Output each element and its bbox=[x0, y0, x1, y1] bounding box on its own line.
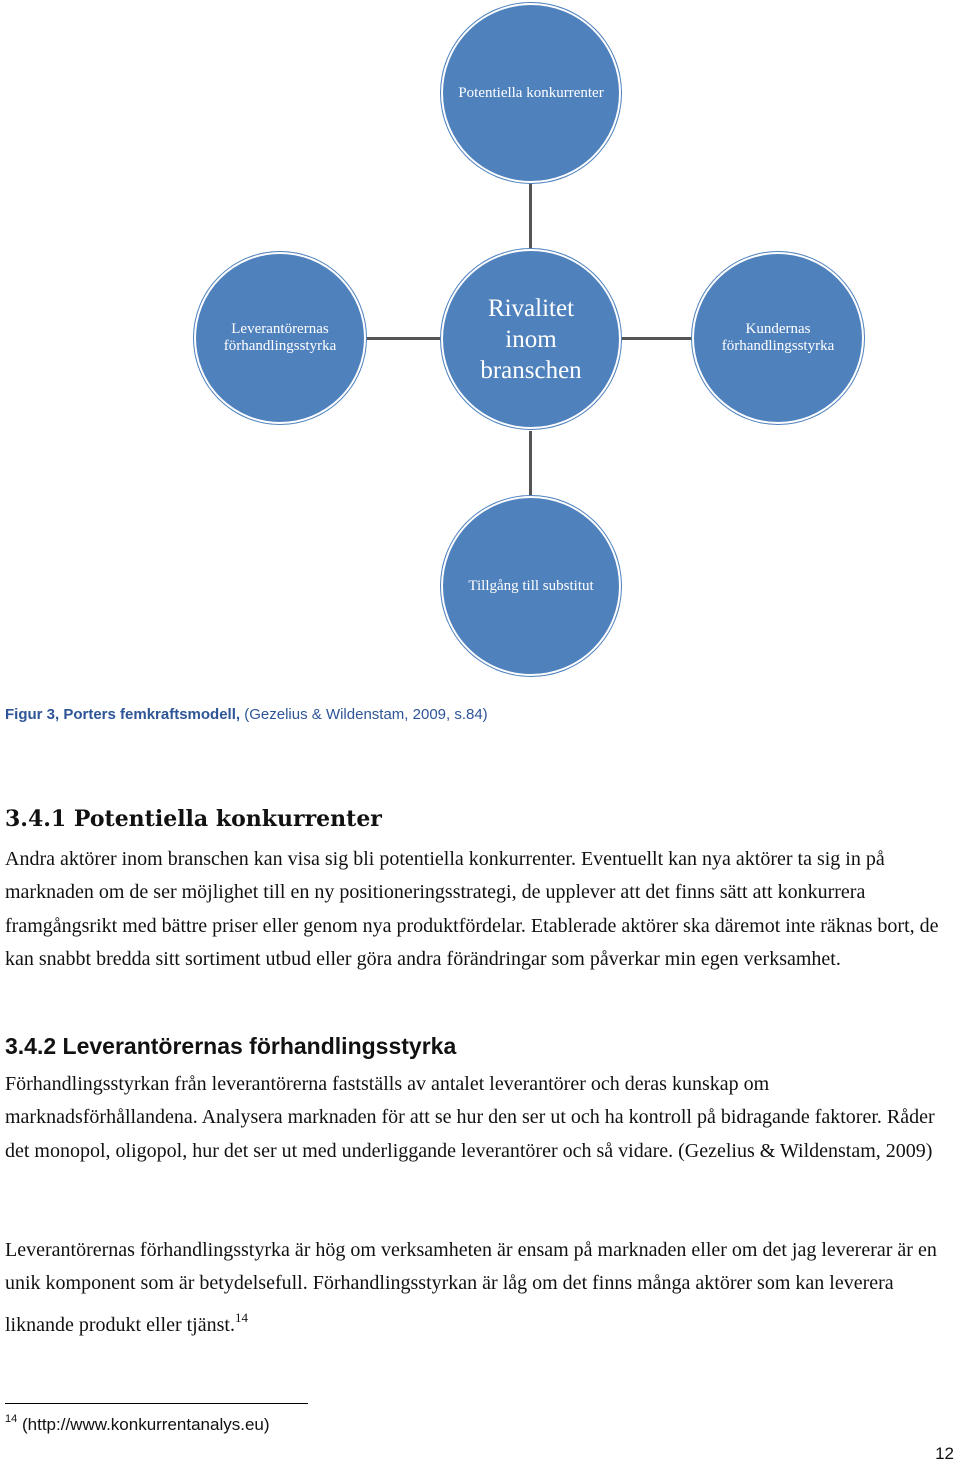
footnote-number: 14 bbox=[5, 1413, 18, 1425]
section-heading-leverantorernas-forhandlingsstyrka: 3.4.2 Leverantörernas förhandlingsstyrka bbox=[5, 1033, 457, 1059]
section-paragraph-leverantorer-2 bbox=[5, 1234, 957, 1342]
section-paragraph-leverantorer-1: Förhandlingsstyrkan från leverantörerna fastställs av antalet leverantörer och deras kunskap om marknadsförhållandena. Analysera marknaden för att se hur den ser ut och ha kontroll på bidragande faktorer. Råder det monopol, oligopol, hur det ser ut med underliggande leverantörer och så vidare. (Gezelius & Wildenstam, 2009) bbox=[5, 1073, 935, 1162]
section-paragraph-potentiella-konkurrenter: Andra aktörer inom branschen kan visa sig bli potentiella konkurrenter. Eventuellt kan nya aktörer ta sig in på marknaden om de ser möjlighet till en ny positioneringsstrategi, de upplever att det finns sätt att konkurrera framgångsrikt med bättre priser eller genom nya produktfördelar. Etablerade aktörer ska däremot inte räknas bort, de kan snabbt bredda sitt sortiment utbud eller göra andra förändringar som påverkar min egen verksamhet. bbox=[5, 848, 939, 970]
connector-bottom bbox=[529, 431, 532, 504]
node-label: Potentiella konkurrenter bbox=[458, 84, 604, 101]
connector-top bbox=[529, 182, 532, 255]
footnote bbox=[5, 1413, 270, 1435]
footnote-reference: 14 bbox=[234, 1309, 248, 1325]
section-heading-potentiella-konkurrenter: 3.4.1 Potentiella konkurrenter bbox=[5, 806, 382, 832]
node-label: Leverantörernas förhandlingsstyrka bbox=[223, 321, 337, 354]
page-number: 12 bbox=[935, 1444, 954, 1463]
porter-five-forces-diagram bbox=[0, 0, 960, 690]
node-rivalitet-inom-branschen bbox=[441, 249, 621, 429]
node-tillgang-till-substitut bbox=[441, 496, 621, 676]
node-label: Tillgång till substitut bbox=[468, 577, 594, 594]
node-potentiella-konkurrenter bbox=[441, 3, 621, 183]
node-label: Rivalitet inom branschen bbox=[480, 294, 582, 384]
connector-left bbox=[357, 337, 442, 340]
figure-caption bbox=[5, 706, 488, 723]
caption-title: Figur 3, Porters femkraftsmodell, bbox=[5, 706, 241, 723]
node-leverantorernas-forhandlingsstyrka bbox=[194, 252, 366, 424]
footnote-separator bbox=[5, 1403, 308, 1404]
caption-citation: (Gezelius & Wildenstam, 2009, s.84) bbox=[240, 706, 488, 723]
footnote-text: (http://www.konkurrentanalys.eu) bbox=[21, 1415, 270, 1434]
paragraph-text: Leverantörernas förhandlingsstyrka är hög om verksamheten är ensam på marknaden eller om det jag levererar är en unik komponent som är betydelsefull. Förhandlingsstyrkan är låg om det finns många aktörer som kan leverera liknande produkt eller tjänst. bbox=[5, 1239, 937, 1336]
node-label: Kundernas förhandlingsstyrka bbox=[721, 321, 835, 354]
node-kundernas-forhandlingsstyrka bbox=[692, 252, 864, 424]
